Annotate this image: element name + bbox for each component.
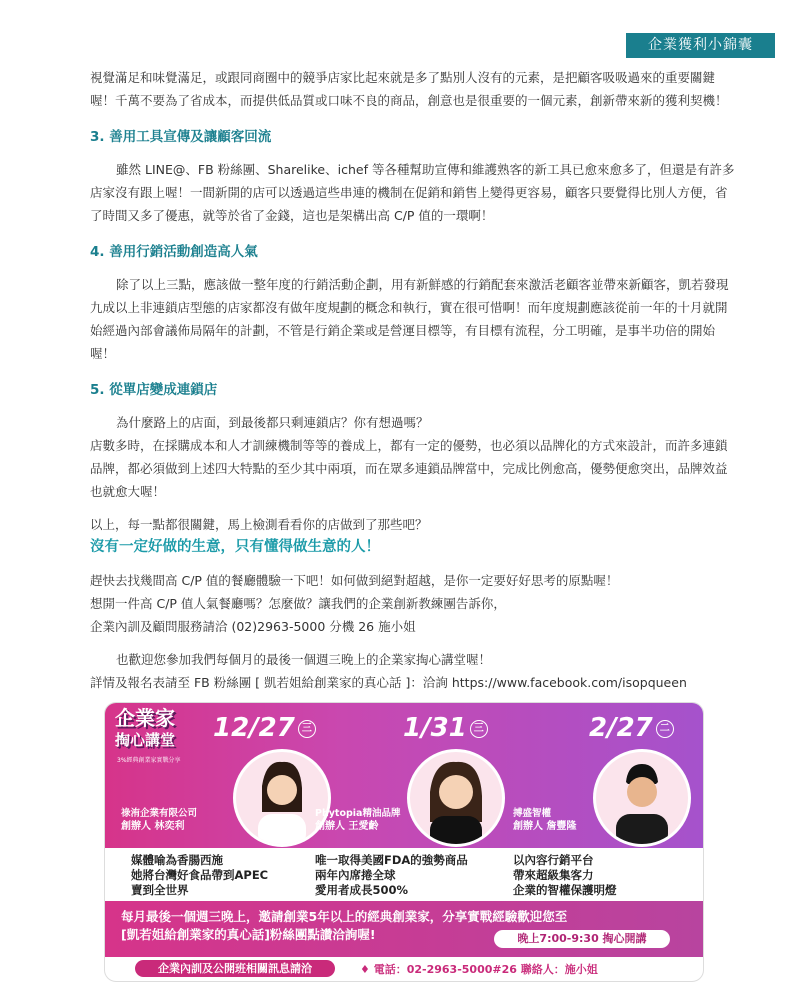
date-text: 1/31 [403, 713, 467, 743]
weekday-badge: 三 [470, 720, 488, 738]
brand-line1: 企業家 [115, 706, 175, 730]
brand-subtitle: 3%經典創業家實戰分享 [117, 757, 181, 764]
company-name: Phytopia精油品牌 [315, 808, 401, 819]
brand-logo [115, 707, 175, 751]
desc-line: 愛用者成長500% [315, 883, 409, 897]
paragraph-fb-link[interactable]: 詳情及報名表請至 FB 粉絲團 [ 凱若姐給創業家的真心話 ]：洽詢 https://www.facebook.com/isopqueen [90, 675, 687, 690]
company-name: 搏盛智權 [513, 808, 552, 819]
speaker-photo-2 [407, 749, 505, 847]
desc-line: 唯一取得美國FDA的強勢商品 [315, 853, 468, 867]
desc-line: 賣到全世界 [131, 883, 189, 897]
event-desc-1 [131, 853, 268, 898]
desc-line: 帶來超級集客力 [513, 868, 594, 882]
speaker-name: 創辦人 王愛齡 [315, 821, 379, 832]
event-desc-3 [513, 853, 617, 898]
paragraph-summary: 以上，每一點都很關鍵，馬上檢測看看你的店做到了那些吧？ [90, 517, 428, 532]
speaker-info-1 [121, 807, 197, 833]
article-body [90, 66, 738, 694]
promo-line-1: 每月最後一個週三晚上，邀請創業5年以上的經典創業家，分享實戰經驗歡迎您至 [121, 909, 568, 924]
paragraph-try: 趕快去找幾間高 C/P 值的餐廳體驗一下吧！如何做到絕對超越，是你一定要好好思考的原點喔！ [90, 573, 619, 588]
weekday-badge: 三 [298, 720, 316, 738]
promo-line-2: [凱若姐給創業家的真心話]粉絲團點讚洽詢喔! [121, 927, 376, 942]
paragraph-contact: 企業內訓及顧問服務請洽 (02)2963-5000 分機 26 施小姐 [90, 619, 416, 634]
speaker-name: 創辦人 林奕利 [121, 821, 185, 832]
event-date-1 [213, 713, 316, 743]
contact-line [360, 961, 598, 977]
event-banner[interactable] [104, 702, 704, 982]
date-text: 2/27 [589, 713, 653, 743]
diamond-icon: ♦ [360, 963, 374, 976]
paragraph-marketing: 除了以上三點，應該做一整年度的行銷活動企劃，用有新鮮感的行銷配套來激活老顧客並帶來新顧客，凱若發現九成以上非連鎖店型態的店家都沒有做年度規劃的概念和執行，實在很可惜啊！而年度規劃應該從前一年的十月就開始經過內部會議佈局隔年的計劃，不管是行銷企業或是營運目標等，有目標有流程，分工明確，是事半功倍的開始喔！ [90, 277, 729, 361]
paragraph-tools: 雖然 LINE@、FB 粉絲團、Sharelike、ichef 等各種幫助宣傳和維護熟客的新工具已愈來愈多了，但還是有許多店家沒有跟上喔！一間新開的店可以透過這些串連的機制在促銷和銷售上變得更容易，顧客只要覺得比別人方便，省了時間又多了優惠，就等於省了金錢，這也是架構出高 C/P 值的一環啊！ [90, 162, 735, 223]
desc-line: 以內容行銷平台 [513, 853, 594, 867]
company-name: 祿洧企業有限公司 [121, 808, 198, 819]
paragraph-intro: 視覺滿足和味覺滿足，或跟同商圈中的競爭店家比起來就是多了點別人沒有的元素，是把顧客吸吸過來的重要關鍵喔！千萬不要為了省成本，而提供低品質或口味不良的商品，創意也是很重要的一個元素，創新帶來新的獲利契機！ [90, 70, 728, 108]
weekday-badge: 二 [656, 720, 674, 738]
contact-text: 電話：02-2963-5000#26 聯絡人：施小姐 [373, 963, 598, 976]
brand-line2: 掏心講堂 [115, 731, 176, 749]
event-date-3 [589, 713, 674, 743]
desc-line: 企業的智權保護明燈 [513, 883, 617, 897]
speaker-info-3 [513, 807, 576, 833]
date-text: 12/27 [213, 713, 295, 743]
heading-marketing: 4. 善用行銷活動創造高人氣 [90, 244, 258, 260]
desc-line: 兩年內席捲全球 [315, 868, 396, 882]
heading-tools: 3. 善用工具宣傳及讓顧客回流 [90, 129, 272, 145]
paragraph-invite: 也歡迎您參加我們每個月的最後一個週三晚上的企業家掏心講堂喔！ [116, 652, 492, 667]
event-desc-2 [315, 853, 468, 898]
paragraph-chain: 店數多時，在採購成本和人才訓練機制等等的養成上，都有一定的優勢，也必須以品牌化的方式來設計，而許多連鎖品牌，都必須做到上述四大特點的至少其中兩項，而在眾多連鎖品牌當中，完成比例愈高，優勢便愈突出，品牌效益也就愈大喔！ [90, 438, 728, 499]
paragraph-chain-question: 為什麼路上的店面，到最後都只剩連鎖店？你有想過嗎？ [116, 415, 429, 430]
section-tag: 企業獲利小錦囊 [626, 33, 775, 58]
desc-line: 她將台灣好食品帶到APEC [131, 868, 269, 882]
training-info-pill[interactable]: 企業內訓及公開班相關訊息請洽 [135, 960, 335, 977]
event-date-2 [403, 713, 488, 743]
call-to-action: 沒有一定好做的生意，只有懂得做生意的人！ [90, 539, 380, 555]
speaker-info-2 [315, 807, 400, 833]
desc-line: 媒體喻為香腸西施 [131, 853, 223, 867]
speaker-photo-3 [593, 749, 691, 847]
heading-chain: 5. 從單店變成連鎖店 [90, 382, 218, 398]
time-badge: 晚上7:00-9:30 掏心開講 [494, 930, 670, 948]
paragraph-open: 想開一件高 C/P 值人氣餐廳嗎？怎麼做？讓我們的企業創新教練團告訴你， [90, 596, 506, 611]
speaker-name: 創辦人 詹豐隆 [513, 821, 577, 832]
